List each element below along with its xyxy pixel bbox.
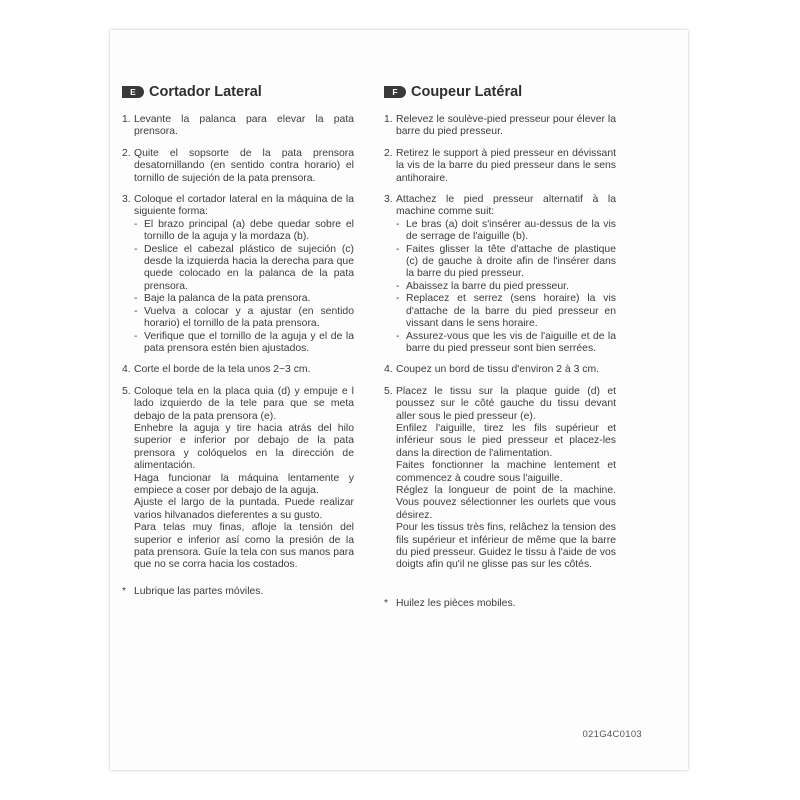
step-number: 3.	[122, 194, 131, 206]
dash-marker: -	[134, 218, 138, 230]
step-number: 2.	[384, 147, 393, 159]
step-body	[134, 364, 354, 376]
step-item	[122, 386, 354, 572]
dash-marker: -	[134, 330, 138, 342]
spanish-heading	[122, 86, 262, 98]
dash-marker: -	[396, 218, 400, 230]
step-item	[384, 386, 616, 572]
spanish-steps	[122, 114, 354, 598]
step-number: 5.	[384, 385, 393, 397]
step-number: 5.	[122, 385, 131, 397]
step-number: 3.	[384, 194, 393, 206]
step-number: 1.	[122, 114, 131, 125]
sub-step	[134, 293, 354, 305]
instruction-sheet	[110, 30, 688, 770]
step-body	[396, 194, 616, 355]
dash-marker: -	[396, 330, 400, 342]
step-text: Coloque el cortador lateral en la máquina de la siguiente forma:	[134, 194, 354, 218]
dash-marker: -	[134, 305, 138, 317]
sub-step	[396, 331, 616, 356]
step-text: Quite el sopsorte de la pata prensora desatornillando (en sentido contra horario) el tornillo de sujeción de la pata prensora.	[134, 147, 354, 184]
step-text: Réglez la longueur de point de la machine. Vous pouvez sélectionner les ourlets que vous désirez.	[396, 484, 616, 521]
step-item	[384, 194, 616, 355]
sub-step-text: Le bras (a) doit s'insérer au-dessus de la vis de serrage de l'aiguille (b).	[406, 218, 616, 243]
dash-marker: -	[396, 243, 400, 255]
step-text: Levante la palanca para elevar la pata prensora.	[134, 114, 354, 138]
step-item	[384, 114, 616, 139]
sub-step	[396, 244, 616, 281]
step-number: 4.	[384, 364, 393, 376]
french-note	[384, 598, 616, 610]
language-badge-f: F	[384, 86, 406, 98]
step-text: Faites fonctionner la machine lentement et commencez à coudre sous l'aiguille.	[396, 460, 616, 484]
step-item	[384, 364, 616, 376]
step-text: Ajuste el largo de la puntada. Puede realizar varios hilvanados dieferentes a su gusto.	[134, 497, 354, 521]
step-text: Corte el borde de la tela unos 2~3 cm.	[134, 364, 311, 376]
step-body	[134, 386, 354, 572]
document-code: 021G4C0103	[582, 729, 642, 740]
step-body	[134, 194, 354, 355]
note-text: Lubrique las partes móviles.	[134, 585, 264, 597]
step-text: Pour les tissus très fins, relâchez la tension des fils supérieur et inférieur de même que la barre du pied presseur. Guidez le tissu à l'aide de vos doigts afin qu'il ne glisse pas sur les côtés.	[396, 522, 616, 571]
step-item	[122, 364, 354, 376]
spanish-note	[122, 586, 354, 598]
sub-step-text: Deslice el cabezal plástico de sujeción (c) desde la izquierda hacia la derecha para que quede colocado en la palanca de la pata prensora.	[144, 243, 354, 292]
dash-marker: -	[134, 243, 138, 255]
dash-marker: -	[134, 293, 138, 305]
sub-step	[396, 219, 616, 244]
sub-step-text: Vuelva a colocar y a ajustar (en sentido horario) el tornillo de la pata prensora.	[144, 305, 354, 330]
step-text: Attachez le pied presseur alternatif à la machine comme suit:	[396, 194, 616, 218]
step-number: 1.	[384, 114, 393, 125]
step-body	[396, 148, 616, 185]
step-text: Haga funcionar la máquina lentamente y empiece a coser por debajo de la aguja.	[134, 472, 354, 496]
asterisk-marker: *	[122, 585, 127, 597]
sub-step	[134, 244, 354, 294]
sub-step-text: Baje la palanca de la pata prensora.	[144, 293, 311, 305]
sub-step-text: Assurez-vous que les vis de l'aiguille et de la barre du pied presseur sont bien serrées.	[406, 330, 616, 354]
step-item	[384, 148, 616, 185]
step-text: Enfilez l'aiguille, tirez les fils supérieur et inférieur sous le pied presseur et placez-les dans la direction de l'alimentation.	[396, 422, 616, 459]
step-text: Enhebre la aguja y tire hacia atrás del hilo superior e inferior por debajo de la pata prensora y colóquelos en la dirección de alimentación.	[134, 422, 354, 472]
step-item	[122, 148, 354, 185]
step-item	[122, 114, 354, 139]
sub-step-text: El brazo principal (a) debe quedar sobre el tornillo de la aguja y la mordaza (b).	[144, 218, 354, 243]
step-body	[134, 114, 354, 139]
dash-marker: -	[396, 293, 400, 305]
step-text: Relevez le soulève-pied presseur pour élever la barre du pied presseur.	[396, 114, 616, 138]
french-heading	[384, 86, 522, 98]
step-body	[134, 148, 354, 185]
step-text: Coloque tela en la placa quia (d) y empuje e l lado izquierdo de la tele para que se meta debajo de la pata prensora (e).	[134, 385, 354, 422]
sub-step-text: Verifique que el tornillo de la aguja y el de la pata prensora estén bien ajustados.	[144, 330, 354, 354]
sub-step-text: Faites glisser la tête d'attache de plastique (c) de gauche à droite afin de l'insérer dans la barre du pied presseur.	[406, 243, 616, 280]
step-item	[122, 194, 354, 355]
note-text: Huilez les pièces mobiles.	[396, 597, 516, 609]
french-title: Coupeur Latéral	[411, 84, 523, 100]
sub-step	[134, 306, 354, 331]
sub-step-text: Replacez et serrez (sens horaire) la vis d'attache de la barre du pied presseur en vissant dans le sens horaire.	[406, 293, 616, 330]
step-text: Placez le tissu sur la plaque guide (d) et poussez sur le côté gauche du tissu devant aller sous le pied presseur (e).	[396, 385, 616, 422]
sub-step	[396, 281, 616, 293]
step-text: Retirez le support à pied presseur en dévissant la vis de la barre du pied presseur dans le sens antihoraire.	[396, 147, 616, 184]
step-text: Coupez un bord de tissu d'environ 2 à 3 cm.	[396, 364, 599, 376]
step-body	[396, 114, 616, 139]
sub-step-text: Abaissez la barre du pied presseur.	[406, 280, 569, 292]
sub-step	[134, 331, 354, 356]
step-number: 2.	[122, 147, 131, 159]
step-body	[396, 386, 616, 572]
asterisk-marker: *	[384, 597, 389, 609]
step-text: Para telas muy finas, afloje la tensión del superior e inferior así como la presión de la pata prensora. Guíe la tela con sus manos para que no se corra hacia los costados.	[134, 522, 354, 571]
sub-step	[396, 293, 616, 330]
french-steps	[384, 114, 616, 610]
step-body	[396, 364, 616, 376]
language-badge-e: E	[122, 86, 144, 98]
dash-marker: -	[396, 280, 400, 292]
sub-step	[134, 219, 354, 244]
step-number: 4.	[122, 364, 131, 376]
spanish-title: Cortador Lateral	[149, 84, 262, 100]
